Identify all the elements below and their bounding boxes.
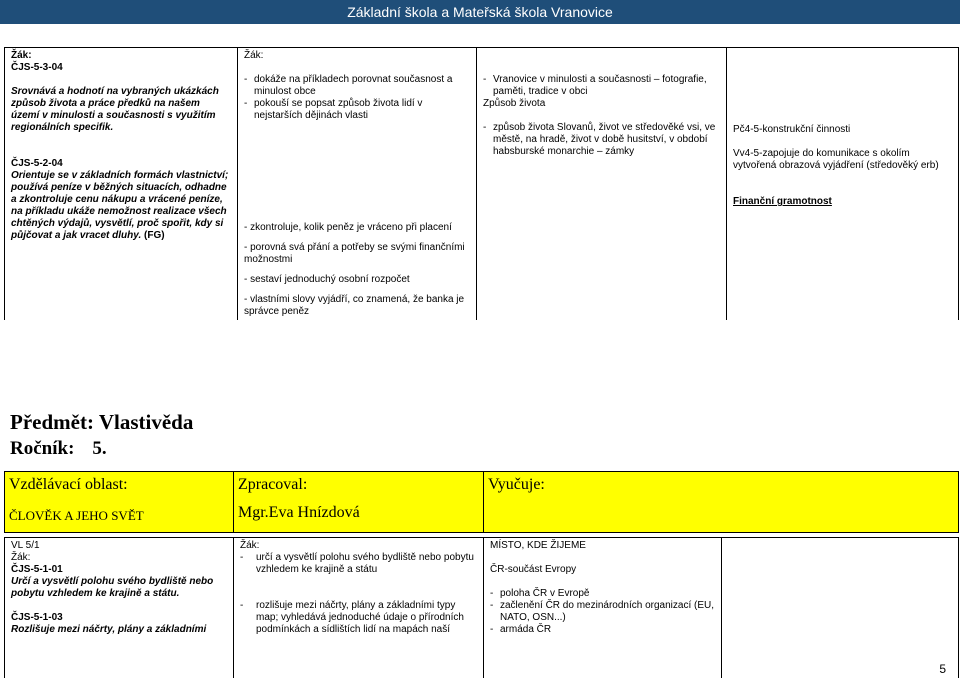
- output-text: Určí a vysvětlí polohu svého bydliště nebo pobytu vzhledem ke krajině a státu.: [11, 576, 214, 599]
- output-text: Srovnává a hodnotí na vybraných ukázkách způsob života a práce předků na našem území v minulosti a současnosti s využitím regionálních specifik.: [11, 86, 219, 133]
- topic-subheading: ČR-součást Evropy: [490, 564, 577, 575]
- list-item: - zkontroluje, kolik peněz je vráceno při placení: [244, 222, 452, 233]
- crosscurricular-cell: [722, 538, 959, 678]
- output-code: ČJS-5-1-03: [11, 612, 63, 623]
- theme-heading: Finanční gramotnost: [733, 196, 832, 207]
- subject-label: Předmět:: [10, 410, 94, 434]
- output-code: ČJS-5-1-01: [11, 564, 63, 575]
- author-cell: [234, 472, 484, 533]
- content-cell: [477, 48, 727, 321]
- area-cell: [5, 472, 234, 533]
- crosscurricular-cell: [727, 48, 959, 321]
- output-code: ČJS-5-2-04: [11, 158, 63, 169]
- info-bar: [4, 471, 959, 533]
- teacher-label: Vyučuje:: [488, 476, 545, 493]
- teacher-cell: [484, 472, 959, 533]
- list-item: - Vranovice v minulosti a současnosti – fotografie, paměti, tradice v obci: [483, 74, 707, 97]
- author-value: Mgr.Eva Hnízdová: [238, 504, 360, 521]
- school-name: Základní škola a Mateřská škola Vranovice: [347, 4, 613, 20]
- school-outputs-cell: [234, 538, 484, 678]
- list-item: - pokouší se popsat způsob života lidí v nejstarších dějinách vlasti: [244, 98, 423, 121]
- area-label: Vzdělávací oblast:: [9, 476, 128, 493]
- curriculum-table-top: [4, 47, 959, 320]
- grade-label: Ročník:: [10, 438, 75, 459]
- list-item: - začlenění ČR do mezinárodních organizací (EU, NATO, OSN...): [490, 600, 714, 623]
- subject-line: [10, 410, 193, 435]
- link-text: Vv4-5-zapojuje do komunikace s okolím vytvořená obrazová vyjádření (středověký erb): [733, 148, 939, 171]
- pupil-label: Žák:: [11, 552, 31, 563]
- output-code: ČJS-5-3-04: [11, 62, 63, 73]
- list-item: - porovná svá přání a potřeby se svými finančními možnostmi: [244, 242, 465, 265]
- topic-heading: MÍSTO, KDE ŽIJEME: [490, 540, 586, 551]
- subject-value: Vlastivěda: [98, 410, 194, 434]
- list-item: - vlastními slovy vyjádří, co znamená, že banka je správce peněz: [244, 294, 465, 317]
- list-item: - armáda ČR: [490, 624, 552, 635]
- area-value: ČLOVĚK A JEHO SVĚT: [9, 508, 144, 523]
- output-text: Rozlišuje mezi náčrty, plány a základními: [11, 624, 207, 635]
- list-item: - sestaví jednoduchý osobní rozpočet: [244, 274, 410, 285]
- link-text: Pč4-5-konstrukční činnosti: [733, 124, 851, 135]
- school-outputs-cell: [238, 48, 477, 321]
- document-header: [0, 0, 960, 24]
- pupil-label: Žák:: [244, 50, 264, 61]
- outputs-cell: [5, 48, 238, 321]
- pupil-label: Žák:: [11, 50, 32, 61]
- list-item: - způsob života Slovanů, život ve středověké vsi, ve městě, na hradě, život v době husitství, v období habsburské monarchie – zámky: [483, 122, 716, 157]
- section-code: VL 5/1: [11, 540, 40, 551]
- curriculum-table-bottom: [4, 537, 959, 678]
- content-cell: [484, 538, 722, 678]
- page-number: 5: [939, 662, 946, 676]
- list-item: - poloha ČR v Evropě: [490, 588, 590, 599]
- outputs-cell: [5, 538, 234, 678]
- author-label: Zpracoval:: [238, 476, 308, 493]
- list-item: - určí a vysvětlí polohu svého bydliště nebo pobytu vzhledem ke krajině a státu: [240, 552, 474, 575]
- topic-heading: Způsob života: [483, 98, 546, 109]
- list-item: - rozlišuje mezi náčrty, plány a základními typy map; vyhledává jednoduché údaje o přírodních podmínkách a sídlištích lidí na mapách naší: [240, 600, 464, 635]
- pupil-label: Žák:: [240, 540, 260, 551]
- output-text: Orientuje se v základních formách vlastnictví; používá peníze v běžných situacích, odhadne a zkontroluje cenu nákupu a vrácené peníze, na příkladu ukáže nemožnost realizace všech chtěných výdajů, vysvětlí, proč spořit, kdy si půjčovat a jak vracet dluhy. (FG): [11, 170, 229, 241]
- grade-line: [10, 438, 107, 460]
- list-item: - dokáže na příkladech porovnat současnost a minulost obce: [244, 74, 453, 97]
- grade-value: 5.: [92, 438, 107, 459]
